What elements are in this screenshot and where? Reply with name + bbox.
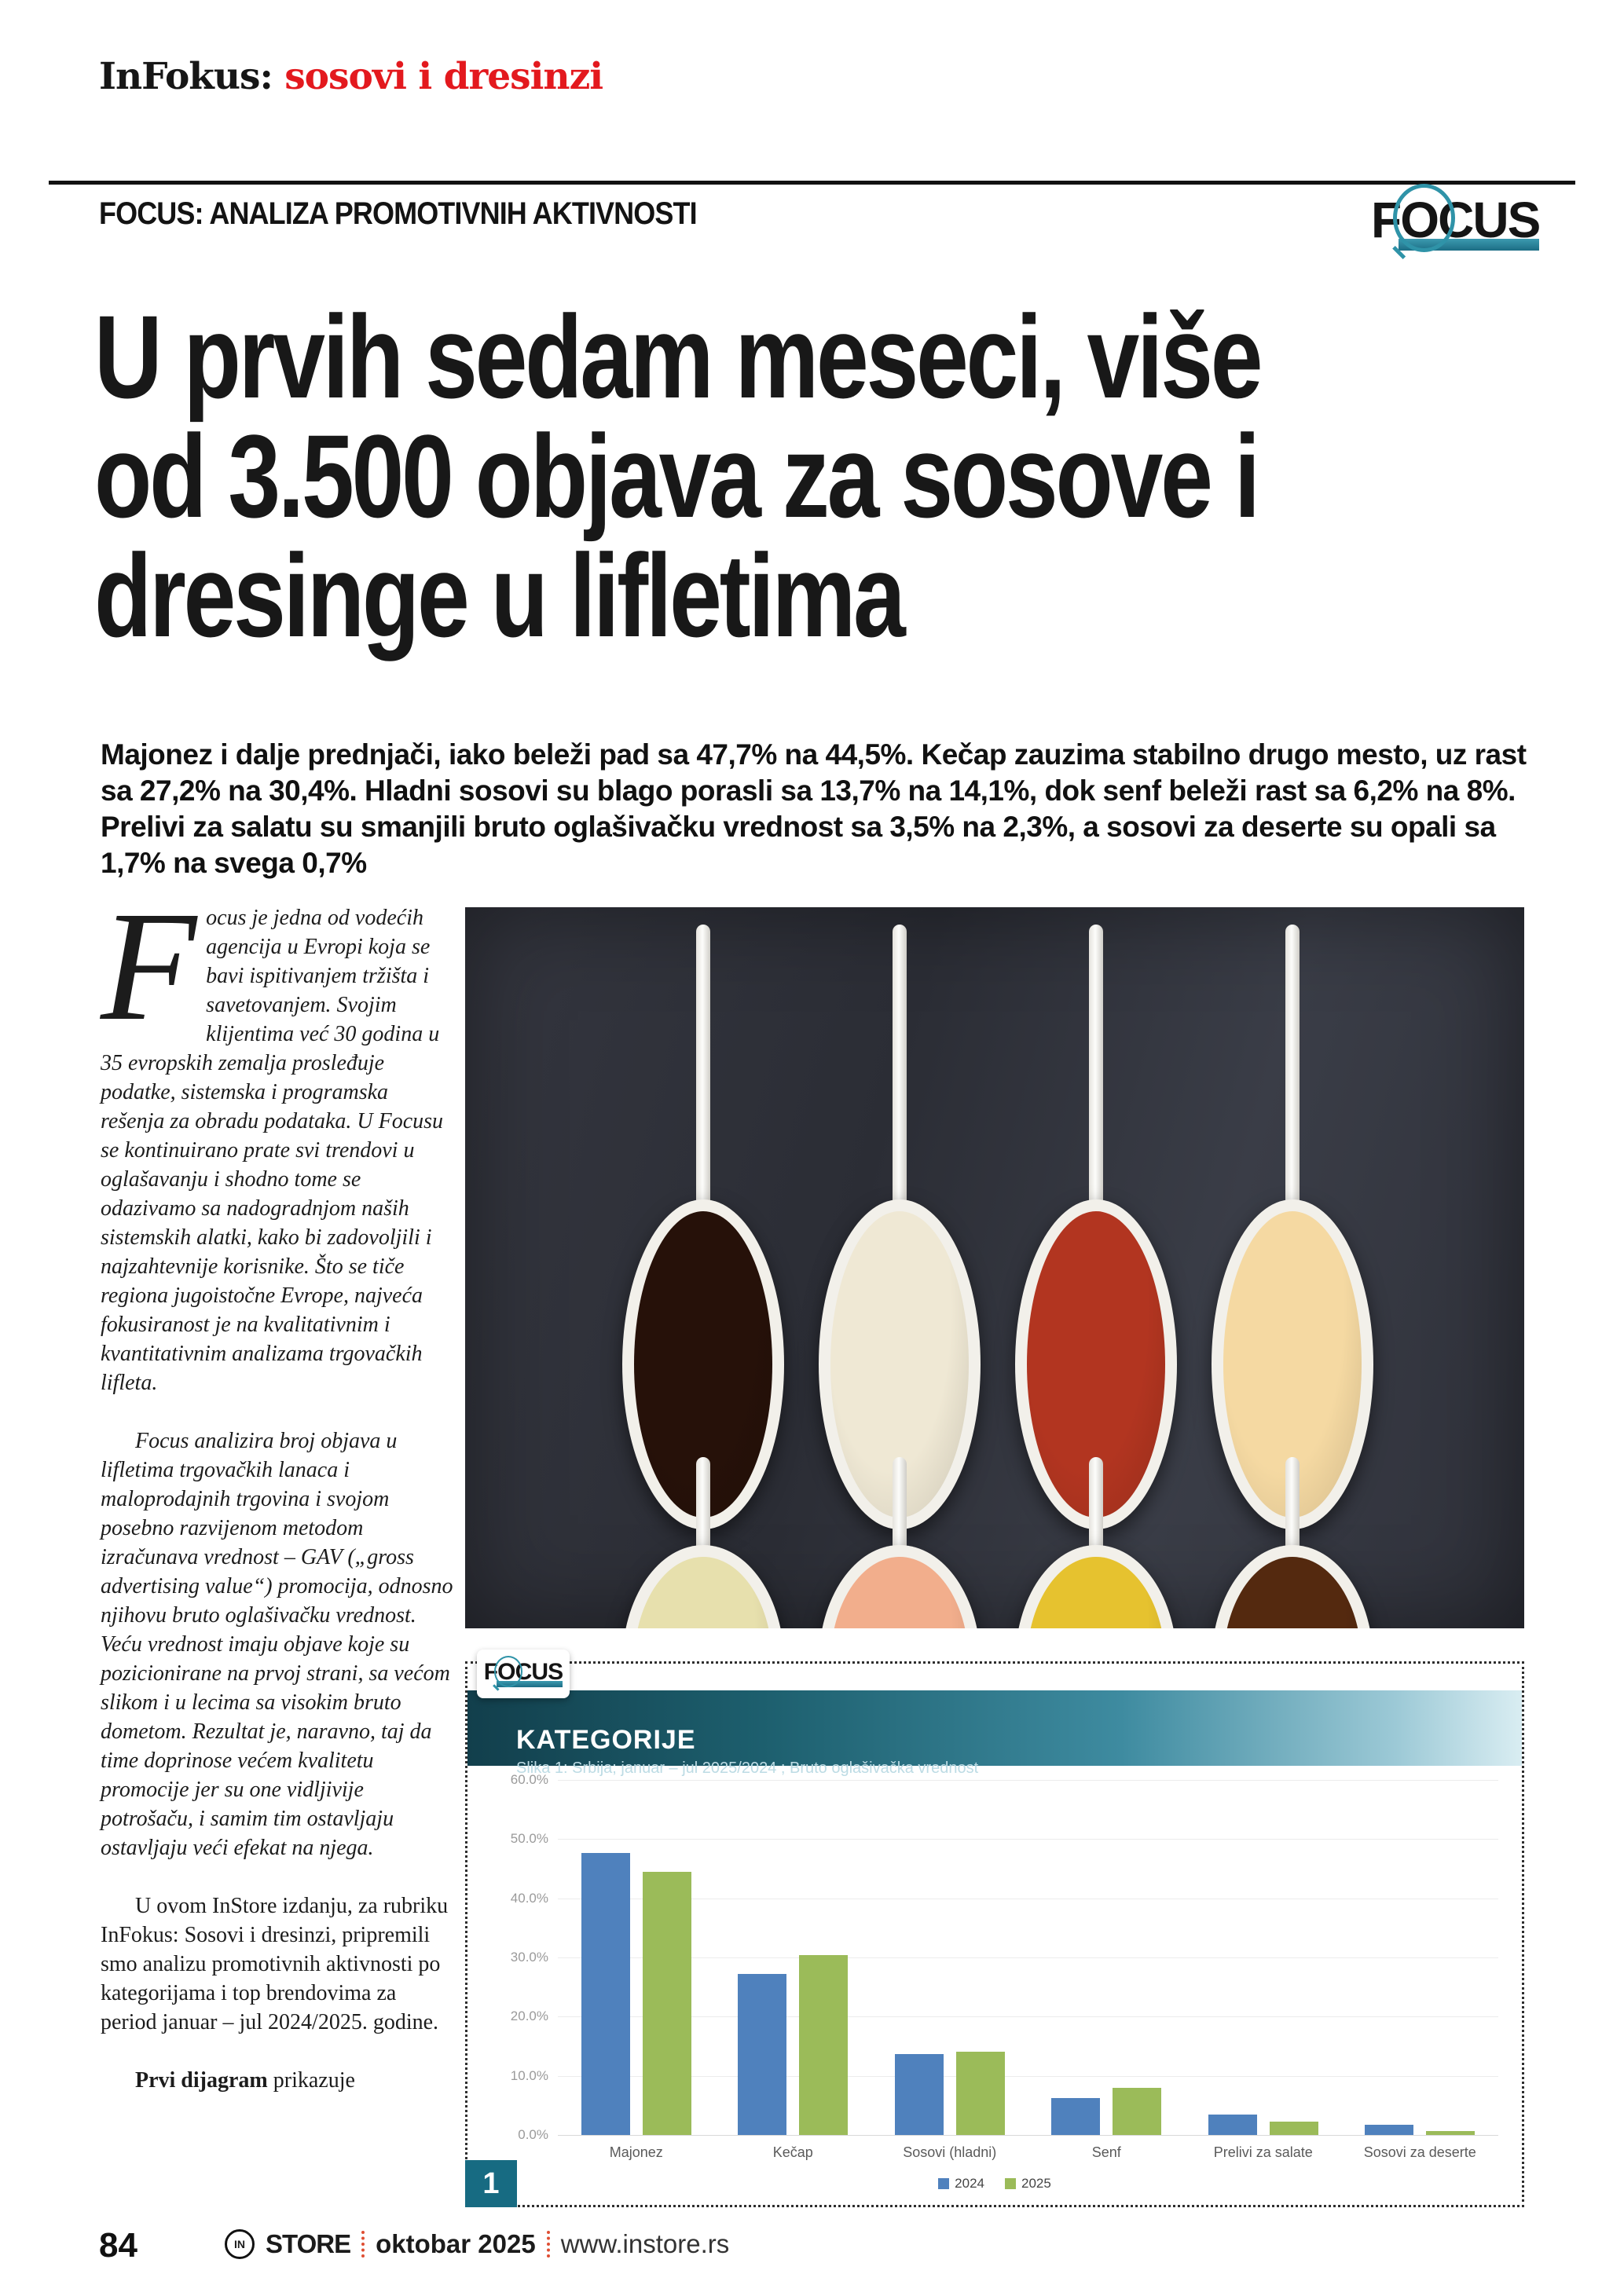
- bar-2025-Sosovi (hladni): [956, 2052, 1005, 2135]
- mustard: [1027, 1557, 1165, 1628]
- bar-2024-Prelivi za salate: [1208, 2115, 1257, 2135]
- footer: [225, 2229, 729, 2259]
- bar-2025-Sosovi za deserte: [1426, 2131, 1475, 2135]
- bar-chart-categories: [558, 2144, 1498, 2161]
- x-axis-label: Senf: [1091, 2144, 1121, 2160]
- soy-sauce-spoon-handle: [696, 925, 710, 1215]
- bar-2025-Senf: [1113, 2088, 1161, 2135]
- cocktail-sauce-bowl: [819, 1545, 981, 1628]
- paragraph-1: [101, 880, 456, 1397]
- paragraph-3: U ovom InStore izdanju, za rubriku InFokus: Sosovi i dresinzi, pripremili smo analizu promotivnih aktivnosti po kategorijama i top brendovima za period januar – jul 2024/2025. godine.: [101, 1894, 449, 2034]
- tartar-sauce-spoon-handle: [893, 925, 907, 1215]
- masthead-rule: [49, 181, 1575, 185]
- bar-2024-Sosovi (hladni): [895, 2054, 944, 2135]
- sauce-photo: [465, 907, 1524, 1628]
- x-axis-label: Majonez: [609, 2144, 663, 2160]
- section-masthead: [99, 55, 603, 98]
- figure-box: [465, 1661, 1524, 2207]
- y-axis-tick: 60.0%: [510, 1772, 548, 1787]
- cocktail-sauce: [830, 1557, 969, 1628]
- x-axis-label: Sosovi (hladni): [903, 2144, 997, 2160]
- x-axis-label: Kečap: [772, 2144, 813, 2160]
- focus-logo-text: [1371, 192, 1540, 248]
- focus-letters-cus: CUS: [515, 1659, 563, 1686]
- paragraph-4: [101, 2066, 456, 2095]
- drop-cap: F: [101, 880, 197, 1053]
- headline-line-1: U prvih sedam meseci, više: [94, 291, 1261, 423]
- focus-letters-cus: CUS: [1438, 192, 1540, 248]
- chocolate-sauce: [1223, 1557, 1362, 1628]
- y-axis-tick: 0.0%: [518, 2127, 548, 2142]
- bar-2024-Senf: [1051, 2098, 1100, 2135]
- bar-group: [1028, 1780, 1186, 2135]
- y-axis-tick: 10.0%: [510, 2067, 548, 2083]
- legend-label: 2024: [955, 2176, 984, 2191]
- y-axis-tick: 50.0%: [510, 1831, 548, 1847]
- legend-item-2024: [938, 2176, 984, 2192]
- focus-logo-card: [477, 1650, 570, 1698]
- bar-2024-Sosovi za deserte: [1365, 2125, 1413, 2135]
- headline: [94, 291, 1477, 661]
- legend-item-2025: [1005, 2176, 1051, 2192]
- cocktail-sauce-spoon-handle: [893, 1457, 907, 1555]
- article-body: [101, 880, 456, 2124]
- x-axis-label: Sosovi za deserte: [1363, 2144, 1476, 2160]
- bar-2025-Majonez: [643, 1872, 691, 2135]
- magnifier-ring-icon: [1393, 184, 1455, 252]
- paragraph-1-text: ocus je jedna od vodećih agencija u Evropi koja se bavi ispitivanjem tržišta i savetovanjem. Svojim klijentima već 30 godina u 35 evropskih zemalja prosleđuje podatke, sistemska i programska rešenja za obradu podataka. U Focusu se kontinuirano prate svi trendovi u oglašavanju i shodno tome se odazivamo sa nadogradnjom naših sistemskih alatki, kako bi zadovoljili i najzahtevnije korisnike. Što se tiče regiona jugoistočne Evrope, najveća fokusiranost je na kvalitativnim i kvantitativnim analizama trgovačkih lifleta.: [101, 906, 444, 1395]
- bar-group: [1185, 1780, 1342, 2135]
- focus-letter-f: F: [1371, 192, 1401, 248]
- y-axis-tick: 30.0%: [510, 1950, 548, 1965]
- focus-logo-small: [484, 1661, 563, 1686]
- bar-2025-Kečap: [799, 1955, 848, 2135]
- footer-date: oktobar 2025: [376, 2229, 536, 2258]
- masthead-topic: sosovi i dresinzi: [272, 55, 603, 98]
- bar-group: [558, 1780, 715, 2135]
- legend-swatch: [938, 2178, 949, 2189]
- chocolate-sauce-bowl: [1212, 1545, 1373, 1628]
- paragraph-2: Focus analizira broj objava u lifletima trgovačkih lanaca i maloprodajnih trgovina i svojom posebno razvijenom metodom izračunava vrednost – GAV („gross advertising value“) promocija, odnosno njihovu bruto oglašivačku vrednost. Veću vrednost imaju objave koje su pozicionirane na prvoj strani, sa većom slikom i u lecima sa visokim bruto dometom. Rezultat je, naravno, taj da time doprinose većem kvalitetu promocije jer su one vidljivije potrošaču, i samim tim ostavljaju ostavljaju veći efekat na njega.: [101, 1429, 453, 1860]
- kicker-line: FOCUS: ANALIZA PROMOTIVNIH AKTIVNOSTI: [99, 196, 697, 231]
- y-axis-tick: 20.0%: [510, 2009, 548, 2024]
- mayonnaise-bowl: [622, 1545, 784, 1628]
- headline-line-3: dresinge u lifletima: [94, 529, 904, 661]
- bar-group: [715, 1780, 872, 2135]
- mayonnaise-spoon-handle: [696, 1457, 710, 1555]
- focus-letter-o: O: [1400, 192, 1439, 248]
- x-axis-label: Prelivi za salate: [1213, 2144, 1313, 2160]
- bar-chart-plot: [510, 1772, 1498, 2142]
- focus-logo: [1371, 192, 1540, 251]
- chocolate-sauce-spoon-handle: [1285, 1457, 1300, 1555]
- bar-group: [1342, 1780, 1499, 2135]
- focus-letter-o: O: [497, 1659, 515, 1686]
- instore-circle-icon: IN: [225, 2229, 255, 2259]
- bar-group: [871, 1780, 1028, 2135]
- chart-subtitle: Slika 1: Srbija; januar – jul 2025/2024 ; Bruto oglašivačka vrednost: [516, 1760, 979, 1777]
- footer-url[interactable]: www.instore.rs: [560, 2229, 730, 2258]
- y-axis-tick: 40.0%: [510, 1890, 548, 1906]
- legend-label: 2025: [1021, 2176, 1051, 2191]
- ketchup-spoon-handle: [1089, 925, 1103, 1215]
- focus-logo-small-text: [484, 1661, 563, 1684]
- chart-header-band: [467, 1690, 1522, 1777]
- bar-chart-legend: [467, 2176, 1522, 2192]
- mustard-spoon-handle: [1089, 1457, 1103, 1555]
- bar-2025-Prelivi za salate: [1270, 2122, 1318, 2135]
- bar-2024-Kečap: [738, 1974, 786, 2135]
- paragraph-4-text: prikazuje: [267, 2068, 355, 2093]
- cream-sauce-spoon-handle: [1285, 925, 1300, 1215]
- gridline: [558, 2135, 1498, 2136]
- legend-swatch: [1005, 2178, 1016, 2189]
- chart-title: KATEGORIJE: [516, 1725, 696, 1755]
- lead-paragraph: Majonez i dalje prednjači, iako beleži pad sa 47,7% na 44,5%. Kečap zauzima stabilno drugo mesto, uz rast sa 27,2% na 30,4%. Hladni sosovi su blago porasli sa 13,7% na 14,1%, dok senf beleži rast sa 6,2% na 8%. Prelivi za salatu su smanjili bruto oglašivačku vrednost sa 3,5% na 2,3%, a sosovi za deserte su opali sa 1,7% na svega 0,7%: [101, 738, 1527, 879]
- footer-separator: [547, 2231, 550, 2258]
- focus-letter-f: F: [483, 1659, 498, 1686]
- page-number: 84: [99, 2226, 137, 2265]
- magnifier-ring-icon: [494, 1656, 522, 1687]
- mustard-bowl: [1015, 1545, 1177, 1628]
- footer-separator: [361, 2231, 365, 2258]
- headline-line-2: od 3.500 objava za sosove i: [94, 410, 1258, 542]
- masthead-brand: InFokus:: [99, 55, 273, 98]
- bar-groups: [558, 1780, 1498, 2135]
- figure-number-badge: 1: [465, 2160, 517, 2207]
- paragraph-4-bold: Prvi dijagram: [135, 2068, 268, 2093]
- footer-brand: STORE: [266, 2229, 351, 2258]
- mayonnaise: [634, 1557, 772, 1628]
- bar-2024-Majonez: [581, 1853, 630, 2135]
